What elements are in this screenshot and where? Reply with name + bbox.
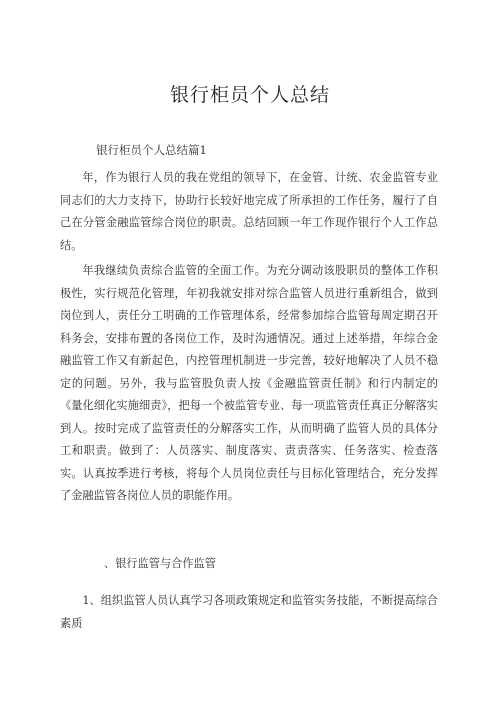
- numbered-item-1: 1、组织监管人员认真学习各项政策规定和监管实务技能，不断提高综合素质: [60, 594, 438, 630]
- paragraph-1: 年，作为银行人员的我在党组的领导下，在金管、计统、农金监管专业同志们的大力支持下，协助行长较好地完成了所承担的工作任务，履行了自己在分管金融监管综合岗位的职责。总结回顾一年工作现作银行个人工作总结。: [60, 171, 438, 252]
- document-subtitle: 银行柜员个人总结篇1: [96, 143, 207, 157]
- section-heading: 、银行监管与合作监管: [104, 557, 216, 570]
- paragraph-2: 年我继续负责综合监管的全面工作。为充分调动该股职员的整体工作积极性，实行规范化管理，年初我就安排对综合监管人员进行重新组合，做到岗位到人，责任分工明确的工作管理体系，经常参加综合监管每周定期召开科务会，安排布置的各岗位工作，及时沟通情况。通过上述举措，年综合金融监管工作又有新起色，内控管理机制进一步完善，较好地解决了人员不稳定的问题。另外，我与监管股负责人按《金融监管责任制》和行内制定的《量化细化实施细责》，把每一个被监管专业、每一项监管责任真正分解落实到人。按时完成了监管责任的分解落实工作，从而明确了监管人员的具体分工和职责。做到了：人员落实、制度落实、责责落实、任务落实、检查落实。认真按季进行考核，将每个人员岗位责任与目标化管理结合，充分发挥了金融监管各岗位人员的职能作用。: [60, 264, 438, 502]
- document-title: 银行柜员个人总结: [169, 84, 330, 106]
